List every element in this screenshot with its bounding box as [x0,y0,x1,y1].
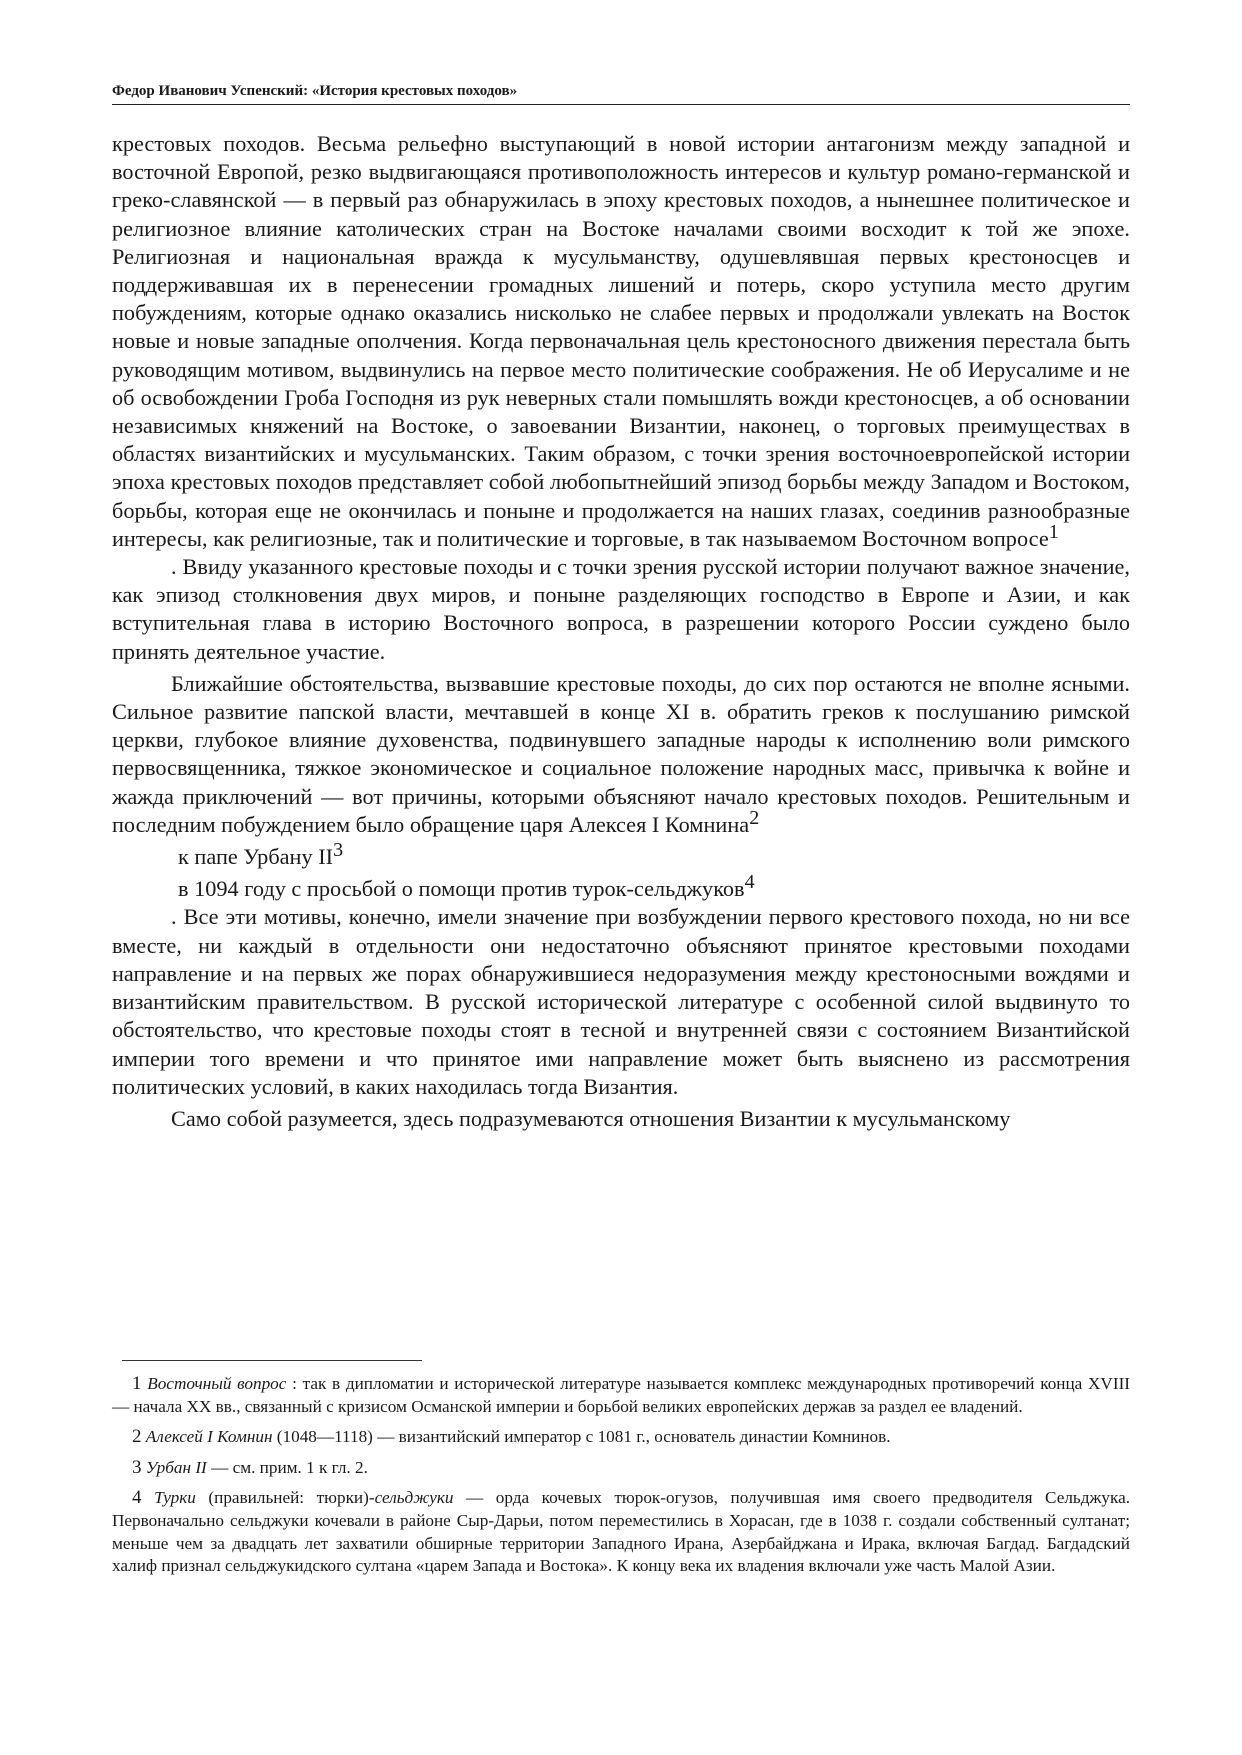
footnote-ref-1[interactable]: 1 [1048,520,1059,543]
footnote-term: Восточный вопрос [147,1374,287,1393]
footnote-mark: 3 [132,1456,142,1478]
footnote-1 [112,1373,1130,1418]
paragraph-4 [112,839,1130,871]
paragraph-2: . Ввиду указанного крестовые походы и с точки зрения русской истории получают важное значение, как эпизод столкновения двух миров, и поныне разделяющих господство в Европе и Азии, и как вступительная глава в историю Восточного вопроса, в разрешении которого России суждено было принять деятельное участие. [112,554,1130,664]
footnote-term: Урбан II [145,1457,207,1477]
footnote-2 [112,1426,1130,1449]
footnote-text-mid: (правильней: тюрки)- [195,1488,375,1508]
paragraph-3 [112,670,1130,839]
footnote-text: : так в дипломатии и исторической литературе называется комплекс международных противоречий конца XVIII — начала XX вв., связанный с кризисом Османской империи и борьбой великих европейских держав за раздел ее владений. [112,1374,1131,1416]
header-title: Федор Иванович Успенский: «История крестовых походов» [112,83,518,99]
paragraph-5-text: в 1094 году с просьбой о помощи против турок-сельджуков [178,876,745,902]
footnote-3 [112,1457,1130,1480]
footnote-separator [122,1360,422,1361]
paragraph-5 [112,871,1130,903]
footnotes [112,1373,1130,1586]
footnote-term: Алексей I Комнин [145,1427,273,1447]
footnote-term: Турки [154,1488,196,1508]
page-header [112,82,1130,105]
footnote-ref-3[interactable]: 3 [333,839,344,862]
footnote-mark: 4 [132,1487,142,1509]
paragraph-4-text: к папе Урбану II [178,844,334,870]
footnote-ref-4[interactable]: 4 [744,871,755,894]
paragraph-7: Само собой разумеется, здесь подразумеваются отношения Византии к мусульманскому [171,1105,1011,1131]
footnote-term-2: сельджуки [374,1488,454,1508]
paragraph-1-text: крестовых походов. Весьма рельефно выступающий в новой истории антагонизм между западной и восточной Европой, резко выдвигающаяся противоположность интересов и культур романо-германской и греко-славянской — в первый раз обнаружилась в эпоху крестовых походов, а нынешнее политическое и религиозное влияние католических стран на Востоке началами своими восходит к той же эпохе. Религиозная и национальная вражда к мусульманству, одушевлявшая первых крестоносцев и поддерживавшая их в перенесении громадных лишений и потерь, скоро уступила место другим побуждениям, которые однако оказались нисколько не слабее первых и продолжали увлекать на Восток новые и новые западные ополчения. Когда первоначальная цель крестоносного движения перестала быть руководящим мотивом, выдвинулись на первое место политические соображения. Не об Иерусалиме и не об освобождении Гроба Господня из рук неверных стали помышлять вожди крестоносцев, а об основании независимых княжений на Востоке, о завоевании Византии, наконец, о торговых преимуществах в областях византийских и мусульманских. Таким образом, с точки зрения восточноевропейской истории эпоха крестовых походов представляет собой любопытнейший эпизод борьбы между Западом и Востоком, борьбы, которая еще не окончилась и поныне и продолжается на наших глазах, соединив разнообразные интересы, как религиозные, так и политические и торговые, в так называемом Восточном вопросе [112,131,1130,551]
main-text [112,130,1130,1133]
footnote-4 [112,1487,1130,1577]
footnote-text: — орда кочевых тюрок-огузов, получившая имя своего предводителя Сельджука. Первоначально сельджуки кочевали в районе Сыр-Дарьи, потом переместились в Хорасан, где в 1038 г. создали собственный султанат; меньше чем за двадцать лет захватили обширные территории Западного Ирана, Азербайджана и Ирака, включая Багдад. Багдадский халиф признал сельджукидского султана «царем Запада и Востока». К концу века их владения включали уже часть Малой Азии. [112,1488,1131,1576]
paragraph-3-text: Ближайшие обстоятельства, вызвавшие крестовые походы, до сих пор остаются не вполне ясными. Сильное развитие папской власти, мечтавшей в конце XI в. обратить греков к послушанию римской церкви, глубокое влияние духовенства, подвинувшего западные народы к исполнению воли римского первосвященника, тяжкое экономическое и социальное положение народных масс, привычка к войне и жажда приключений — вот причины, которыми объясняют начало крестовых походов. Решительным и последним побуждением было обращение царя Алексея I Комнина [112,670,1130,837]
paragraph-1 [112,130,1130,553]
footnote-text: — см. прим. 1 к гл. 2. [206,1457,368,1477]
footnote-text: (1048—1118) — византийский император с 1081 г., основатель династии Комнинов. [272,1427,891,1447]
footnote-mark: 2 [132,1426,142,1448]
paragraph-6: . Все эти мотивы, конечно, имели значение при возбуждении первого крестового похода, но ни все вместе, ни каждый в отдельности они недостаточно объясняют принятое крестовыми походами направление и на первых же порах обнаружившиеся недоразумения между крестоносными вождями и византийским правительством. В русской исторической литературе с особенной силой выдвинуто то обстоятельство, что крестовые походы стоят в тесной и внутренней связи с состоянием Византийской империи того времени и что принятое ими направление может быть выяснено из рассмотрения политических условий, в каких находилась тогда Византия. [112,904,1130,1099]
footnote-ref-2[interactable]: 2 [749,806,760,829]
footnote-mark: 1 [132,1373,142,1394]
